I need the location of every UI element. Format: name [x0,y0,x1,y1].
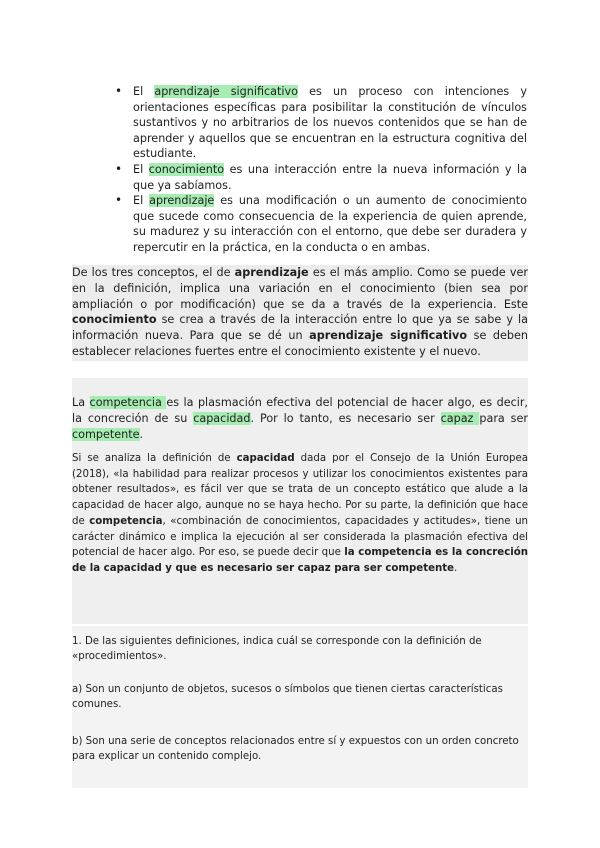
answer-option-a[interactable]: a) Son un conjunto de objetos, sucesos o símbolos que tienen ciertas características comunes. [72,684,503,710]
bold-conclusion: la competencia es la concreción de la capacidad y que es necesario ser capaz para ser competente [72,547,528,574]
bullet-text: El [133,85,155,98]
list-item [115,84,527,162]
bold-term: competencia [89,515,163,527]
bold-term: aprendizaje significativo [309,329,468,343]
bullet-text: El [133,162,149,176]
bold-term: aprendizaje [234,266,309,279]
highlighted-term: conocimiento [148,162,225,176]
question-prompt: 1. De las siguientes definiciones, indica cuál se corresponde con la definición de «procedimientos». [72,636,482,662]
highlighted-term: capaz [440,412,480,425]
highlighted-term: competencia [89,396,167,409]
highlighted-term: aprendizaje [149,194,215,208]
highlighted-term: aprendizaje significativo [154,85,298,98]
bullet-text: es un proceso con intenciones y orientaciones específicas para posibilitar la constitución de vínculos sustantivos y no arbitrarios de los nuevos contenidos que se han de aprender y aquellos que se encuentran en la estructura cognitiva del estudiante. [133,85,527,161]
definitions-list [115,84,527,256]
bullet-text: es una modificación o un aumento de conocimiento que sucede como consecuencia de la experiencia de quien aprende, su madurez y su interacción con el entorno, que debe ser duradera y repercutir en la práctica, en la conducta o en ambas. [133,194,528,254]
answer-option-b[interactable]: b) Son una serie de conceptos relacionados entre sí y expuestos con un orden concreto para explicar un contenido complejo. [72,736,519,762]
bold-term: conocimiento [72,313,157,327]
competence-paragraph: La competencia es la plasmación efectiva del potencial de hacer algo, es decir, la concreción de su capacidad. Por lo tanto, es necesario ser capaz para ser competente. [72,396,528,441]
concepts-paragraph: De los tres conceptos, el de aprendizaje es el más amplio. Como se puede ver en la definición, implica una variación en el conocimiento (bien sea por ampliación o por modificación) que se da a través de la experiencia. Este conocimiento se crea a través de la interacción entre lo que ya se sabe y la información nueva. Para que se dé un aprendizaje significativo se deben establecer relaciones fuertes entre el conocimiento existente y el nuevo. [72,265,528,361]
bold-term: capacidad [236,453,295,464]
highlighted-term: capacidad [193,412,251,425]
bullet-text: El [133,194,150,208]
list-item [115,193,527,255]
highlighted-term: competente [72,428,140,441]
list-item [115,162,527,193]
capacity-paragraph: Si se analiza la definición de capacidad dada por el Consejo de la Unión Europea (2018), «la habilidad para realizar procesos y utilizar los conocimientos existentes para obtener resultados», es fácil ver que se trata de un concepto estático que alude a la capacidad de hacer algo, aunque no se haya hecho. Por su parte, la definición que hace de competencia, «combinación de conocimientos, capacidades y actitudes», tiene un carácter dinámico e implica la ejecución al ser considerada la plasmación efectiva del potencial de hacer algo. Por eso, se puede decir que la competencia es la concreción de la capacidad y que es necesario ser capaz para ser competente. [72,453,528,574]
bullet-text: es una interacción entre la nueva información y la que ya sabíamos. [133,162,527,192]
